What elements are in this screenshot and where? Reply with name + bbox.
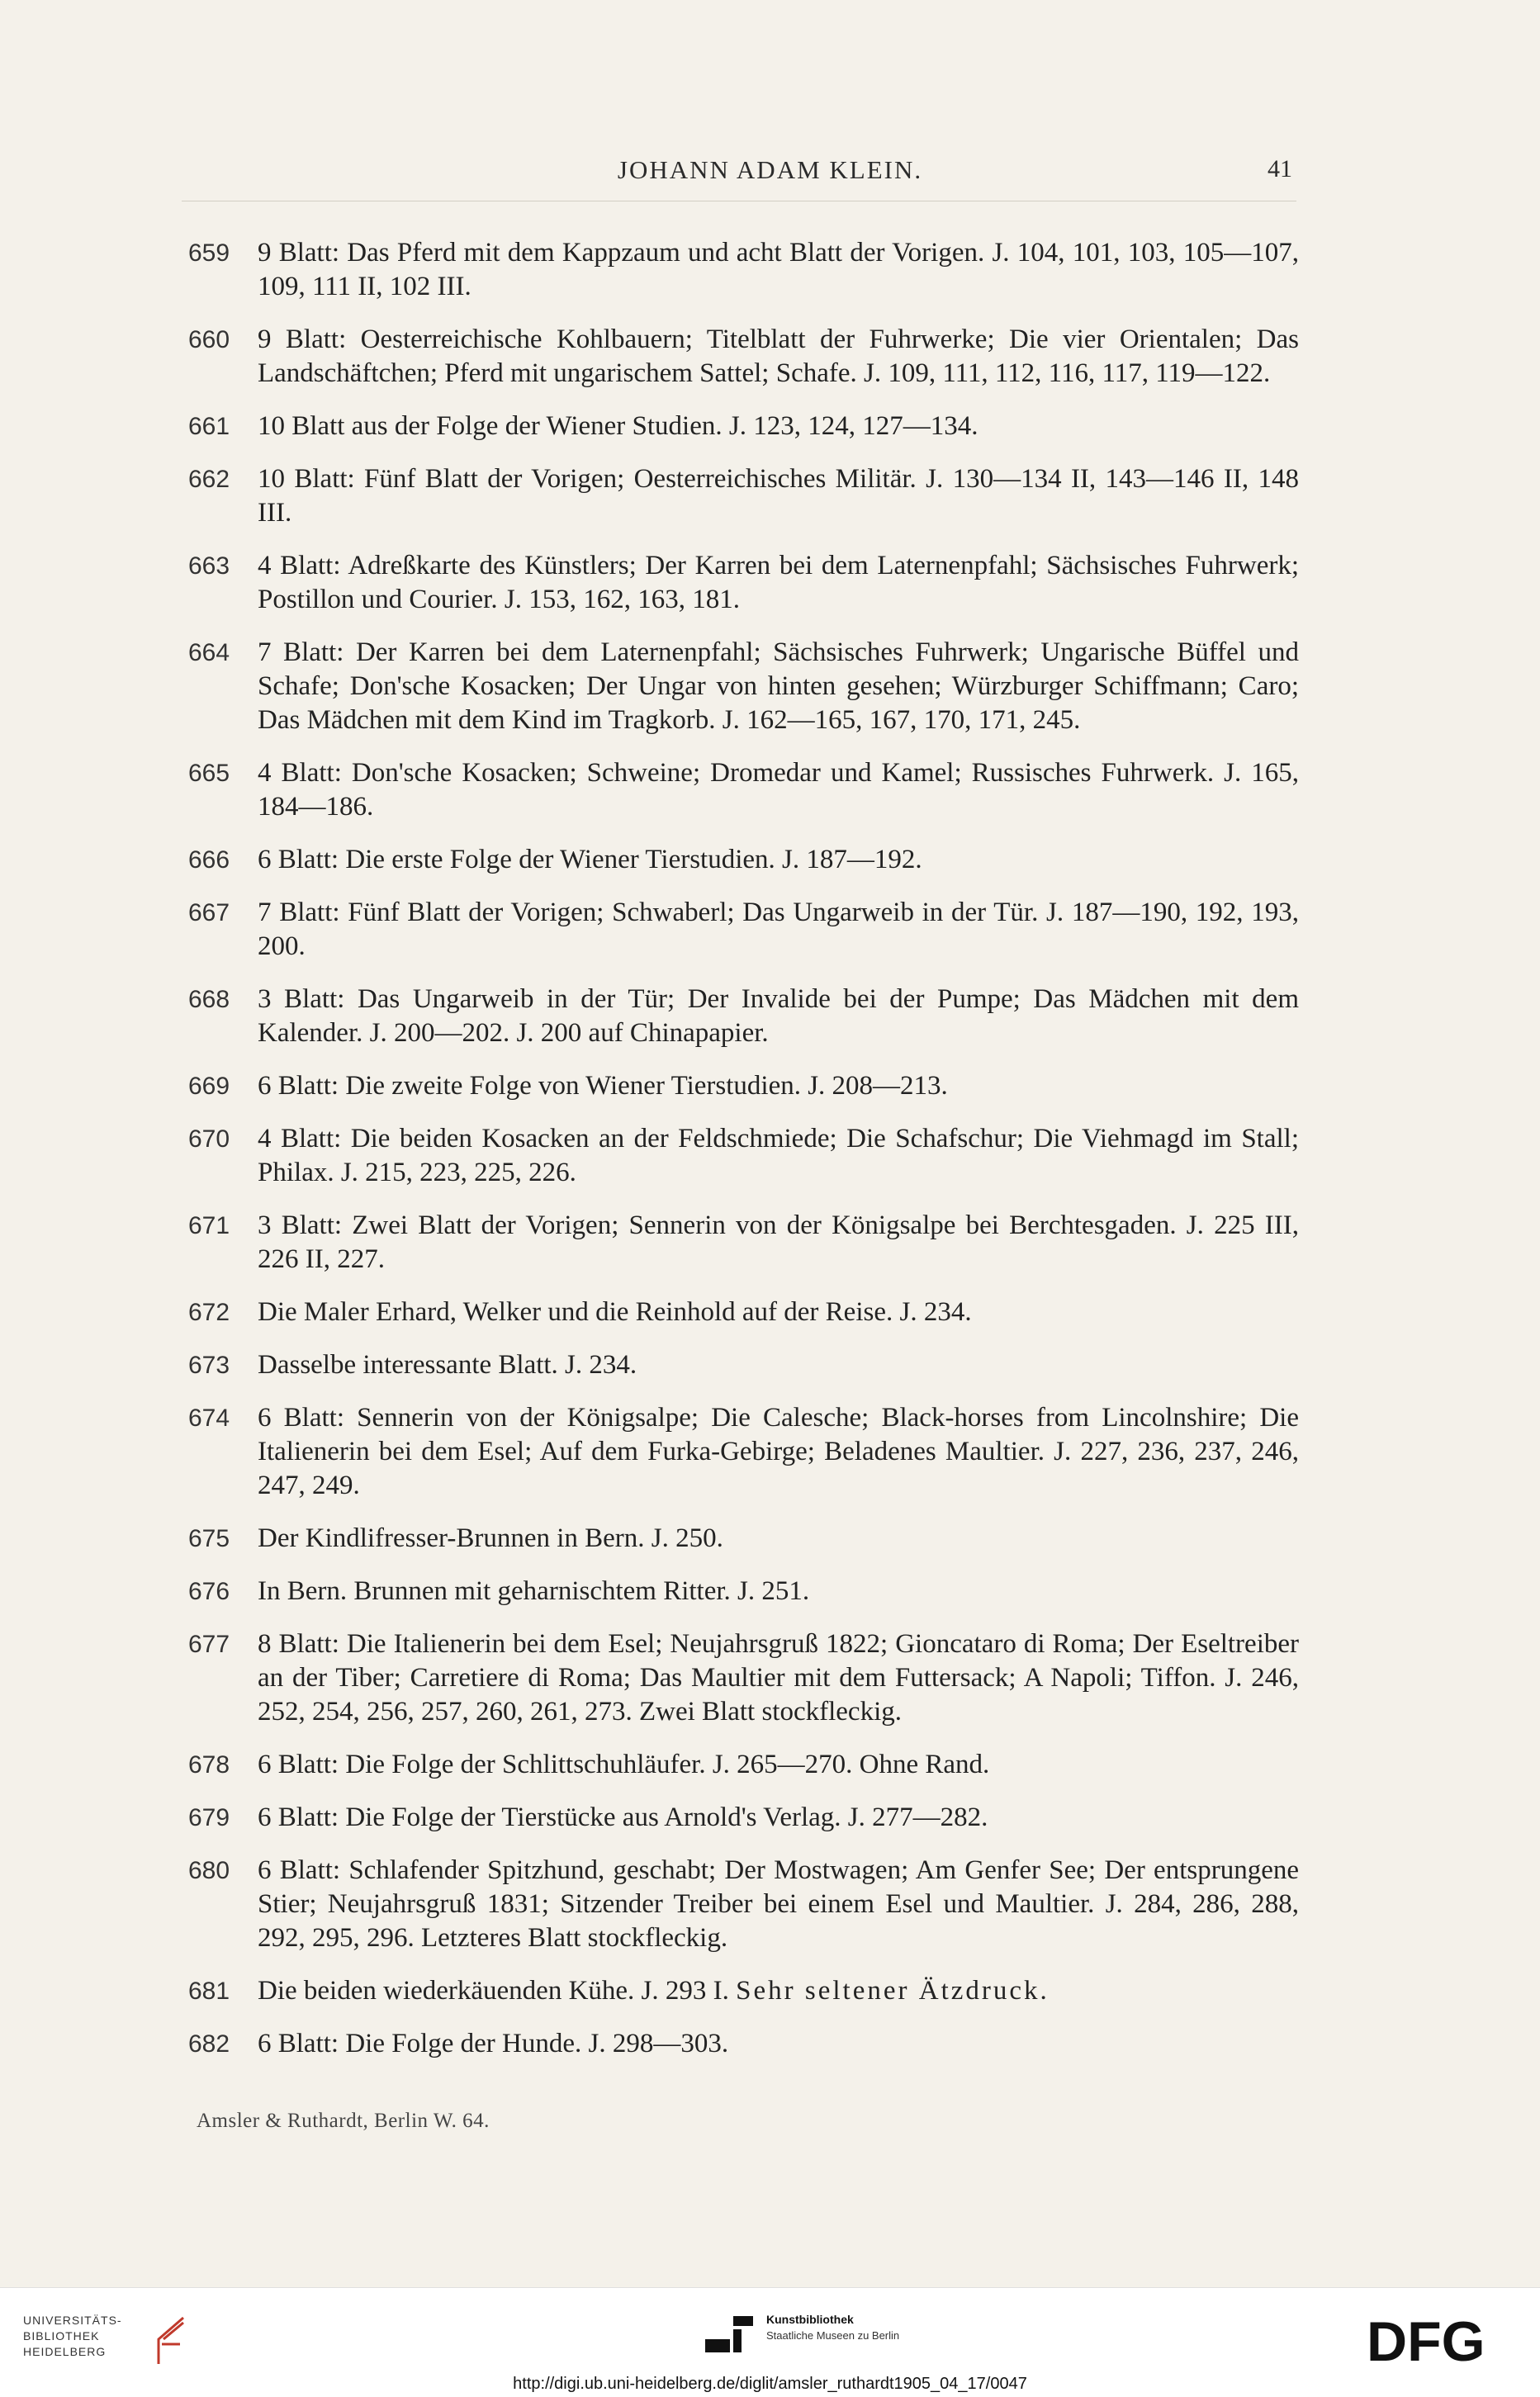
entry-number: 670 — [188, 1125, 230, 1153]
entry-text: 9 Blatt: Oesterreichische Kohlbauern; Titelblatt der Fuhrwerke; Die vier Orientalen; Das Landschäftchen; Pferd mit ungarischem Sattel; Schafe. J. 109, 111, 112, 116, 117, 119—122. — [258, 324, 1299, 388]
permalink-url[interactable]: http://digi.ub.uni-heidelberg.de/diglit/amsler_ruthardt1905_04_17/0047 — [513, 2375, 1027, 2393]
university-line: BIBLIOTHEK — [23, 2329, 100, 2343]
entry-number: 667 — [188, 899, 230, 926]
catalog-entry — [188, 843, 1299, 877]
entry-text: 7 Blatt: Fünf Blatt der Vorigen; Schwaberl; Das Ungarweib in der Tür. J. 187—190, 192, 193, 200. — [258, 898, 1299, 961]
catalog-entry — [188, 1209, 1299, 1277]
entry-text: 4 Blatt: Don'sche Kosacken; Schweine; Dromedar und Kamel; Russisches Fuhrwerk. J. 165, 184—186. — [258, 758, 1299, 822]
catalog-entry — [188, 1401, 1299, 1503]
running-title: JOHANN ADAM KLEIN. — [617, 155, 923, 184]
entry-text: 6 Blatt: Sennerin von der Königsalpe; Die Calesche; Black-horses from Lincolnshire; Die Italienerin bei dem Esel; Auf dem Furka-Gebirge; Beladenes Maultier. J. 227, 236, 237, 246, 247, 249. — [258, 1403, 1299, 1500]
entry-number: 665 — [188, 760, 230, 787]
entry-text: Die beiden wiederkäuenden Kühe. J. 293 I. — [258, 1976, 729, 2006]
entry-number: 663 — [188, 552, 230, 580]
entry-number: 666 — [188, 846, 230, 874]
catalog-entry — [188, 410, 1299, 443]
entry-text: 6 Blatt: Die Folge der Hunde. J. 298—303. — [258, 2029, 729, 2058]
university-library-logo[interactable] — [23, 2313, 205, 2371]
entry-text: 6 Blatt: Die Folge der Tierstücke aus Arnold's Verlag. J. 277—282. — [258, 1802, 988, 1832]
catalog-entry — [188, 323, 1299, 391]
catalog-entry — [188, 1974, 1299, 2008]
entry-emphasis: Sehr seltener Ätzdruck. — [736, 1976, 1050, 2006]
footer-bar — [0, 2287, 1540, 2397]
catalog-entry — [188, 2027, 1299, 2061]
entry-text: Die Maler Erhard, Welker und die Reinhold auf der Reise. J. 234. — [258, 1297, 972, 1327]
entry-number: 662 — [188, 466, 230, 493]
entry-number: 680 — [188, 1857, 230, 1884]
entry-number: 661 — [188, 413, 230, 440]
entry-number: 664 — [188, 639, 230, 666]
entry-number: 669 — [188, 1073, 230, 1100]
entry-text: 8 Blatt: Die Italienerin bei dem Esel; Neujahrsgruß 1822; Gioncataro di Roma; Der Eseltreiber an der Tiber; Carretiere di Roma; Das Maultier mit dem Futtersack; A Napoli; Tiffon. J. 246, 252, 254, 256, 257, 260, 261, 273. Zwei Blatt stockfleckig. — [258, 1629, 1299, 1727]
entry-number: 679 — [188, 1804, 230, 1831]
dfg-logo-text: DFG — [1367, 2311, 1486, 2369]
kunstbibliothek-subtitle: Staatliche Museen zu Berlin — [766, 2329, 900, 2342]
entry-text: 3 Blatt: Zwei Blatt der Vorigen; Sennerin von der Königsalpe bei Berchtesgaden. J. 225 III, 226 II, 227. — [258, 1210, 1299, 1274]
dfg-logo[interactable] — [1367, 2311, 1515, 2369]
entry-number: 659 — [188, 239, 230, 267]
entry-text: 6 Blatt: Schlafender Spitzhund, geschabt; Der Mostwagen; Am Genfer See; Der entsprungene Stier; Neujahrsgruß 1831; Sitzender Treiber bei einem Esel und Maultier. J. 284, 286, 288, 292, 295, 296. Letzteres Blatt stockfleckig. — [258, 1855, 1299, 1953]
entry-number: 681 — [188, 1978, 230, 2005]
entry-text: 4 Blatt: Adreßkarte des Künstlers; Der Karren bei dem Laternenpfahl; Sächsisches Fuhrwerk; Postillon und Courier. J. 153, 162, 163, 181. — [258, 551, 1299, 614]
catalog-entry — [188, 983, 1299, 1050]
entry-text: 4 Blatt: Die beiden Kosacken an der Feldschmiede; Die Schafschur; Die Viehmagd im Stall; Philax. J. 215, 223, 225, 226. — [258, 1124, 1299, 1187]
university-line: HEIDELBERG — [23, 2345, 107, 2358]
catalog-entry — [188, 1122, 1299, 1190]
university-emblem-icon — [147, 2314, 193, 2367]
catalog-entry — [188, 1296, 1299, 1329]
running-head — [0, 155, 1540, 197]
entry-text: 10 Blatt aus der Folge der Wiener Studien. J. 123, 124, 127—134. — [258, 411, 978, 441]
entry-number: 674 — [188, 1405, 230, 1432]
entry-text: In Bern. Brunnen mit geharnischtem Ritter. J. 251. — [258, 1576, 810, 1606]
entry-number: 675 — [188, 1525, 230, 1552]
university-line: UNIVERSITÄTS- — [23, 2314, 122, 2327]
entry-text: 3 Blatt: Das Ungarweib in der Tür; Der Invalide bei der Pumpe; Das Mädchen mit dem Kalender. J. 200—202. J. 200 auf Chinapapier. — [258, 984, 1299, 1048]
entry-number: 668 — [188, 986, 230, 1013]
catalog-entry — [188, 1522, 1299, 1556]
entry-number: 660 — [188, 326, 230, 353]
kunstbibliothek-name: Kunstbibliothek — [766, 2313, 854, 2326]
entry-text: 7 Blatt: Der Karren bei dem Laternenpfahl; Sächsisches Fuhrwerk; Ungarische Büffel und Schafe; Don'sche Kosacken; Der Ungar von hinten gesehen; Würzburger Schiffmann; Caro; Das Mädchen mit dem Kind im Tragkorb. J. 162—165, 167, 170, 171, 245. — [258, 637, 1299, 735]
entry-text: 6 Blatt: Die zweite Folge von Wiener Tierstudien. J. 208—213. — [258, 1071, 948, 1101]
entry-text: 10 Blatt: Fünf Blatt der Vorigen; Oesterreichisches Militär. J. 130—134 II, 143—146 II, 148 III. — [258, 464, 1299, 528]
entry-text: 9 Blatt: Das Pferd mit dem Kappzaum und acht Blatt der Vorigen. J. 104, 101, 103, 105—107, 109, 111 II, 102 III. — [258, 238, 1299, 301]
kunstbibliothek-emblem-icon — [702, 2314, 756, 2356]
entry-number: 678 — [188, 1751, 230, 1779]
catalog-entry — [188, 1069, 1299, 1103]
entry-number: 677 — [188, 1631, 230, 1658]
catalog-entry — [188, 1348, 1299, 1382]
catalog-entry — [188, 1801, 1299, 1835]
entry-text: Der Kindlifresser-Brunnen in Bern. J. 250. — [258, 1523, 723, 1553]
entry-text: 6 Blatt: Die erste Folge der Wiener Tierstudien. J. 187—192. — [258, 845, 922, 874]
catalog-entry — [188, 549, 1299, 617]
entry-number: 682 — [188, 2030, 230, 2058]
catalog-entry — [188, 1627, 1299, 1729]
kunstbibliothek-logo[interactable] — [702, 2311, 950, 2361]
publisher-imprint: Amsler & Ruthardt, Berlin W. 64. — [197, 2110, 490, 2132]
catalog-entry — [188, 1575, 1299, 1608]
catalog-entry — [188, 896, 1299, 964]
entry-number: 671 — [188, 1212, 230, 1239]
catalog-entry — [188, 756, 1299, 824]
catalog-entries — [188, 236, 1299, 2080]
entry-number: 676 — [188, 1578, 230, 1605]
university-name — [23, 2313, 122, 2360]
entry-number: 673 — [188, 1352, 230, 1379]
entry-text: Dasselbe interessante Blatt. J. 234. — [258, 1350, 637, 1380]
catalog-entry — [188, 462, 1299, 530]
catalog-entry — [188, 236, 1299, 304]
catalog-entry — [188, 1854, 1299, 1955]
catalog-entry — [188, 1748, 1299, 1782]
entry-number: 672 — [188, 1299, 230, 1326]
entry-text: 6 Blatt: Die Folge der Schlittschuhläufer. J. 265—270. Ohne Rand. — [258, 1750, 990, 1779]
catalog-entry — [188, 636, 1299, 737]
page-number: 41 — [1268, 155, 1292, 182]
